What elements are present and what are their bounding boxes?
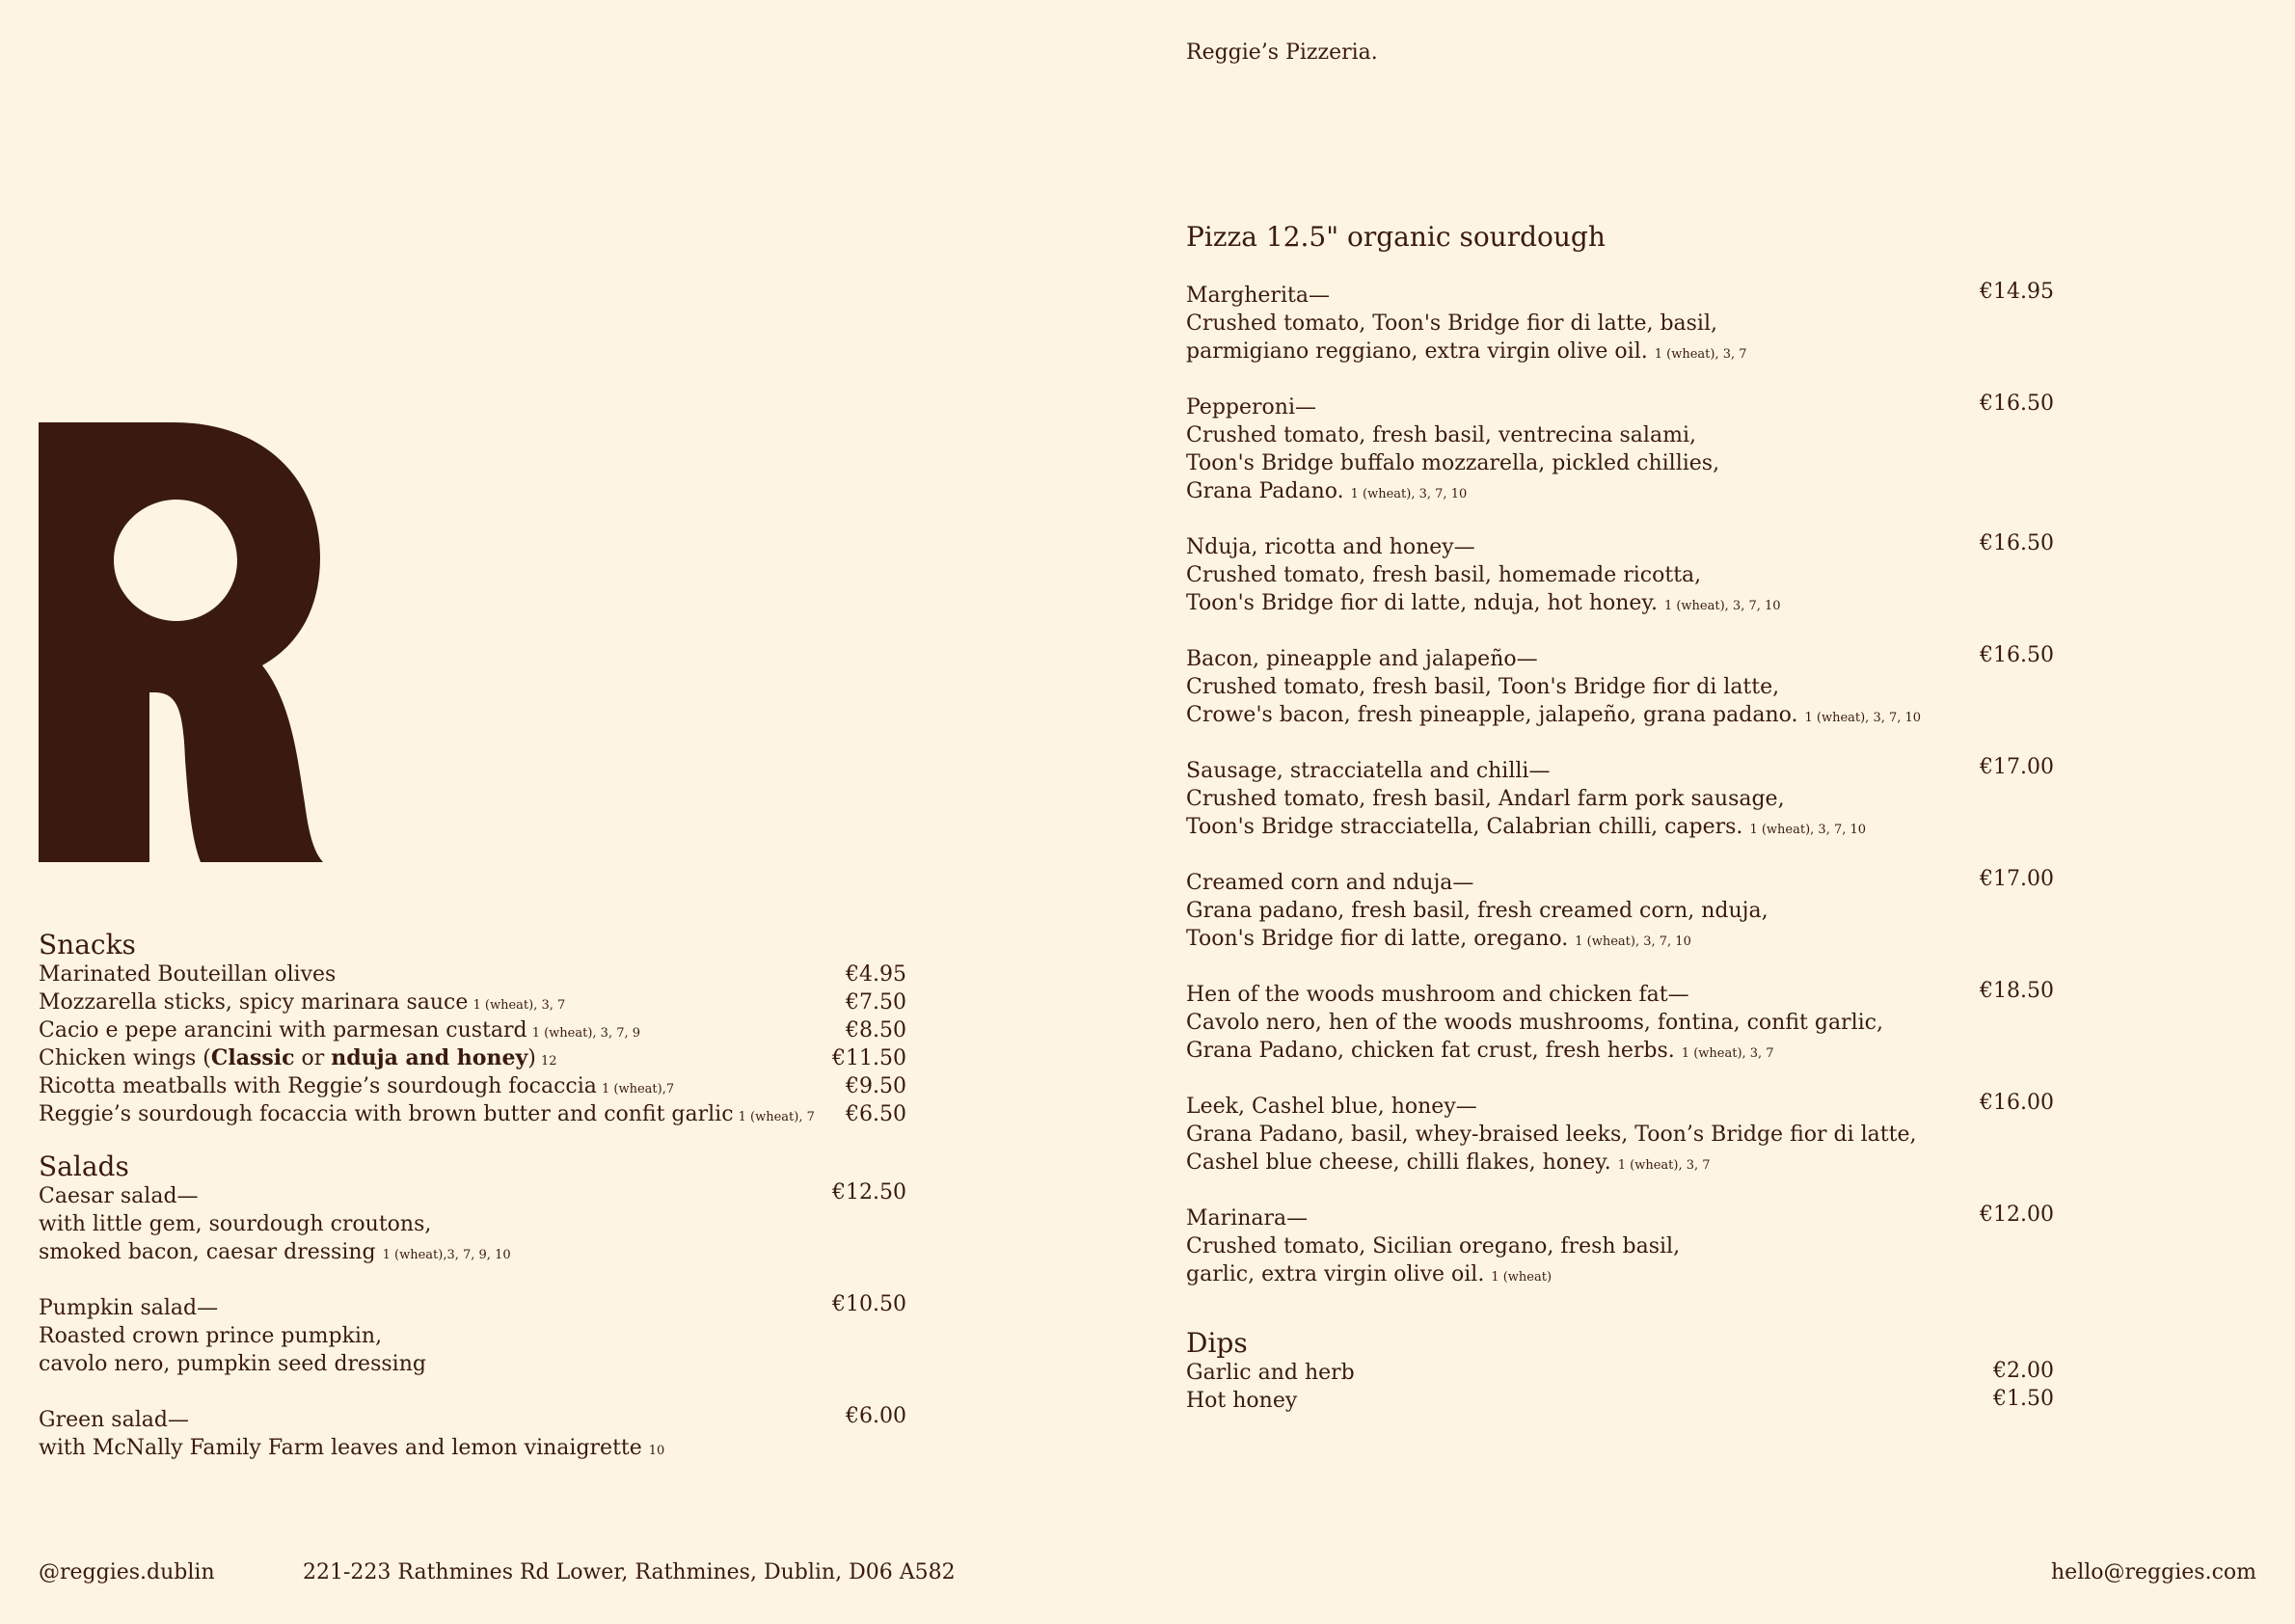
salad-name: Pumpkin salad— [39, 1296, 219, 1320]
allergens: 1 (wheat), 3, 7, 10 [1663, 599, 1781, 613]
pizza-price: €17.00 [1980, 755, 2054, 779]
snack-item [39, 961, 906, 988]
pizza-desc-line: Toon's Bridge stracciatella, Calabrian chilli, capers. [1186, 815, 1743, 839]
dip-item [1186, 1359, 2054, 1387]
pizza-desc-line: Crushed tomato, fresh basil, ventrecina salami, [1186, 423, 1696, 447]
pizza-desc-line: Crushed tomato, Toon's Bridge fior di latte, basil, [1186, 311, 1717, 336]
pizza-price: €12.00 [1980, 1203, 2054, 1227]
salad-item [39, 1406, 906, 1465]
pizza-name: Creamed corn and nduja— [1186, 871, 1474, 895]
snack-name: Reggie’s sourdough focaccia with brown butter and confit garlic [39, 1102, 734, 1126]
salad-price: €12.50 [832, 1180, 906, 1204]
allergens: 1 (wheat), 3, 7, 10 [1749, 823, 1867, 837]
pizza-price: €16.50 [1980, 392, 2054, 416]
snack-price: €11.50 [832, 1046, 906, 1070]
salad-name: Green salad— [39, 1408, 189, 1432]
salad-desc-line: Roasted crown prince pumpkin, [39, 1324, 383, 1348]
salad-name: Caesar salad— [39, 1184, 199, 1208]
email-link[interactable]: hello@reggies.com [2051, 1560, 2256, 1584]
pizza-desc-line: Cavolo nero, hen of the woods mushrooms, fontina, confit garlic, [1186, 1011, 1883, 1035]
snack-name: Mozzarella sticks, spicy marinara sauce [39, 990, 469, 1015]
allergens: 1 (wheat), 3, 7 [1681, 1046, 1774, 1061]
dips-heading: Dips [1186, 1327, 1248, 1359]
pizza-name: Bacon, pineapple and jalapeño— [1186, 647, 1538, 671]
pizza-desc-line: Grana Padano. [1186, 479, 1344, 503]
snack-name-option: nduja and honey [331, 1045, 528, 1070]
pizza-desc-line: Crushed tomato, fresh basil, Andarl farm pork sausage, [1186, 787, 1785, 811]
pizza-price: €16.50 [1980, 531, 2054, 555]
pizza-item [1186, 645, 2054, 732]
snacks-list [39, 961, 906, 1128]
pizza-desc-line: parmigiano reggiano, extra virgin olive oil. [1186, 339, 1648, 364]
pizza-desc-line: Crushed tomato, Sicilian oregano, fresh basil, [1186, 1234, 1681, 1259]
snack-price: €4.95 [846, 962, 906, 987]
snack-price: €7.50 [846, 990, 906, 1015]
allergens: 1 (wheat), 7 [738, 1110, 815, 1124]
pizza-price: €18.50 [1980, 979, 2054, 1003]
pizza-price: €17.00 [1980, 867, 2054, 891]
snack-price: €6.50 [846, 1102, 906, 1126]
pizza-item [1186, 981, 2054, 1068]
pizza-item [1186, 393, 2054, 508]
pizza-desc-line: Toon's Bridge fior di latte, nduja, hot honey. [1186, 591, 1658, 615]
pizza-desc-line: Toon's Bridge fior di latte, oregano. [1186, 927, 1569, 951]
pizza-name: Marinara— [1186, 1206, 1309, 1231]
snack-name: Ricotta meatballs with Reggie’s sourdough focaccia [39, 1074, 597, 1098]
pizza-item [1186, 1204, 2054, 1291]
pizza-desc-line: Grana Padano, basil, whey-braised leeks, Toon’s Bridge fior di latte, [1186, 1123, 1917, 1147]
allergens: 1 (wheat), 3, 7 [1654, 347, 1747, 362]
pizza-item [1186, 282, 2054, 368]
pizza-name: Margherita— [1186, 284, 1330, 308]
instagram-handle[interactable]: @reggies.dublin [39, 1560, 215, 1584]
allergens: 1 (wheat), 3, 7, 10 [1804, 711, 1922, 725]
dip-item [1186, 1387, 2054, 1415]
dip-price: €2.00 [1993, 1359, 2054, 1383]
brand-name: Reggie’s Pizzeria. [1186, 41, 1378, 65]
pizza-name: Sausage, stracciatella and chilli— [1186, 759, 1551, 783]
snack-price: €9.50 [846, 1074, 906, 1098]
snack-price: €8.50 [846, 1018, 906, 1042]
allergens: 1 (wheat), 3, 7 [1617, 1158, 1711, 1173]
dip-name: Hot honey [1186, 1389, 1298, 1413]
snack-name-part: or [294, 1046, 332, 1070]
snack-item [39, 988, 906, 1016]
allergens: 1 (wheat), 3, 7, 9 [531, 1026, 641, 1041]
snack-item [39, 1016, 906, 1044]
r-logo-icon [39, 422, 324, 862]
snacks-heading: Snacks [39, 929, 136, 961]
dip-price: €1.50 [1993, 1387, 2054, 1411]
pizza-price: €16.50 [1980, 643, 2054, 667]
dips-list [1186, 1359, 2054, 1415]
pizza-heading: Pizza 12.5" organic sourdough [1186, 221, 1606, 253]
salad-item [39, 1294, 906, 1378]
pizza-desc-line: garlic, extra virgin olive oil. [1186, 1262, 1485, 1286]
salads-heading: Salads [39, 1150, 129, 1182]
allergens: 1 (wheat),7 [601, 1082, 675, 1096]
salad-desc-line: smoked bacon, caesar dressing [39, 1240, 376, 1264]
pizza-name: Leek, Cashel blue, honey— [1186, 1095, 1477, 1119]
snack-name-part: Chicken wings ( [39, 1046, 211, 1070]
snack-name: Cacio e pepe arancini with parmesan custard [39, 1018, 527, 1042]
pizza-desc-line: Crowe's bacon, fresh pineapple, jalapeño, grana padano. [1186, 703, 1798, 727]
allergens: 1 (wheat), 3, 7, 10 [1575, 934, 1691, 949]
pizza-item [1186, 869, 2054, 956]
allergens: 1 (wheat), 3, 7, 10 [1350, 487, 1468, 501]
salad-price: €6.00 [846, 1404, 906, 1428]
allergens: 1 (wheat),3, 7, 9, 10 [382, 1248, 511, 1262]
allergens: 10 [648, 1444, 665, 1458]
pizza-desc-line: Crushed tomato, fresh basil, Toon's Bridge fior di latte, [1186, 675, 1780, 699]
pizza-desc-line: Grana padano, fresh basil, fresh creamed corn, nduja, [1186, 899, 1768, 923]
address: 221-223 Rathmines Rd Lower, Rathmines, Dublin, D06 A582 [303, 1560, 956, 1584]
snack-name-part: ) [527, 1046, 536, 1070]
pizza-item [1186, 533, 2054, 620]
allergens: 1 (wheat), 3, 7 [472, 998, 566, 1013]
pizza-name: Pepperoni— [1186, 395, 1316, 420]
pizza-desc-line: Grana Padano, chicken fat crust, fresh herbs. [1186, 1039, 1675, 1063]
salad-desc-line: with McNally Family Farm leaves and lemon vinaigrette [39, 1436, 642, 1460]
pizza-desc-line: Crushed tomato, fresh basil, homemade ricotta, [1186, 563, 1702, 587]
pizza-price: €16.00 [1980, 1091, 2054, 1115]
pizza-desc-line: Toon's Bridge buffalo mozzarella, pickled chillies, [1186, 451, 1720, 475]
pizza-price: €14.95 [1980, 280, 2054, 304]
pizza-item [1186, 1093, 2054, 1179]
snack-item [39, 1044, 906, 1072]
pizza-item [1186, 757, 2054, 844]
allergens: 1 (wheat) [1491, 1270, 1552, 1285]
pizza-name: Nduja, ricotta and honey— [1186, 535, 1475, 559]
allergens: 12 [540, 1054, 557, 1069]
dip-name: Garlic and herb [1186, 1361, 1355, 1385]
pizza-desc-line: Cashel blue cheese, chilli flakes, honey. [1186, 1150, 1611, 1175]
snack-name-option: Classic [210, 1045, 295, 1070]
snack-name: Marinated Bouteillan olives [39, 962, 337, 987]
salad-desc-line: with little gem, sourdough croutons, [39, 1212, 432, 1236]
salad-price: €10.50 [832, 1292, 906, 1316]
snack-item [39, 1072, 906, 1100]
pizza-name: Hen of the woods mushroom and chicken fat— [1186, 983, 1689, 1007]
salad-item [39, 1182, 906, 1269]
snack-item [39, 1100, 906, 1128]
salad-desc-line: cavolo nero, pumpkin seed dressing [39, 1352, 426, 1376]
